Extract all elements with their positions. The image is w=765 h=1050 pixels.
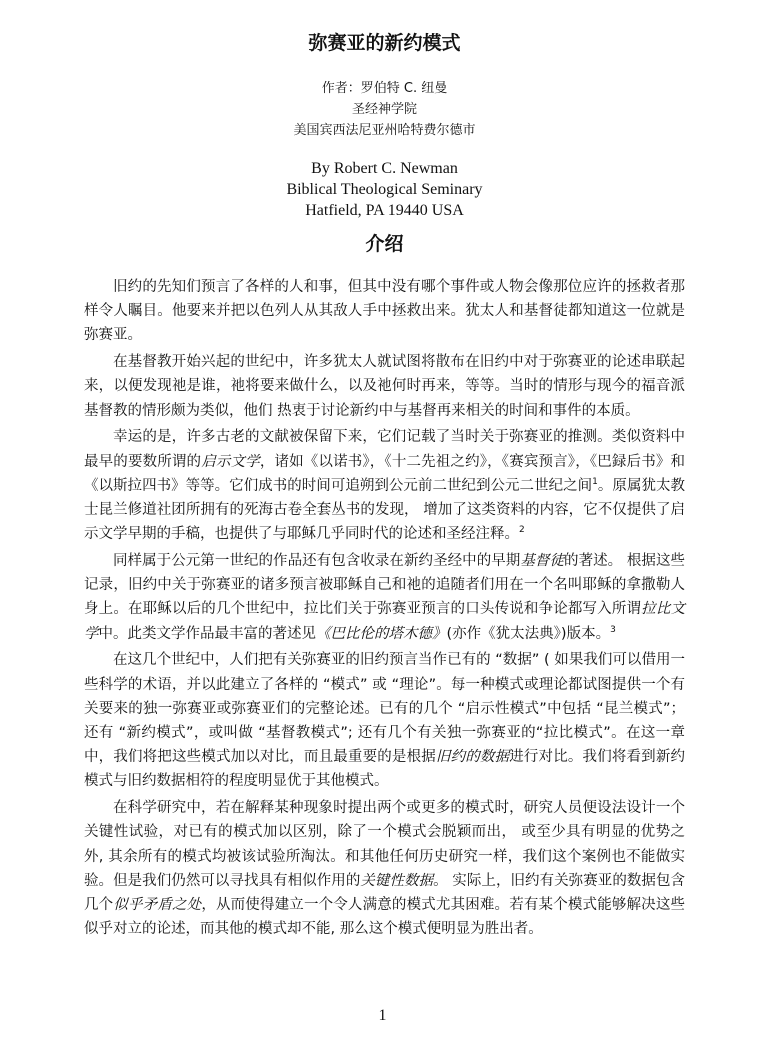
paragraph-text: (亦作《犹太法典》)版本。 xyxy=(446,625,611,642)
paragraph-6 xyxy=(84,796,685,941)
paragraph-text: 在这几个世纪中，人们把有关弥赛亚的旧约预言当作已有的 “数据” ( 如果我们可以借用一些科学的术语，并以此建立了各样的 “模式” 或 “理论”。每一种模式或理论都试图提供一个有关要来的独一弥赛亚或弥赛亚们的完整论述。已有的几个 “启示性模式”中包括 “昆兰模式”； 还有 “新约模式”，或叫做 “基督教模式”; 还有几个有关独一弥赛亚的“拉比模式”。在这一章中，我们将把这些模式加以对比，而且最重要的是根据 xyxy=(84,652,685,766)
emphasis-term: 《巴比伦的塔木德》 xyxy=(316,625,447,642)
footnote-ref[interactable]: 2 xyxy=(519,525,525,536)
chinese-institution: 圣经神学院 xyxy=(351,102,417,117)
emphasis-term: 基督徒 xyxy=(520,553,565,570)
english-author: By Robert C. Newman xyxy=(311,160,458,177)
paragraph-text: 中。此类文学作品最丰富的著述见 xyxy=(98,625,316,642)
chinese-location: 美国宾西法尼亚州哈特费尔德市 xyxy=(293,123,476,138)
paragraph-1 xyxy=(84,275,685,348)
emphasis-term: 关键性数据 xyxy=(360,872,434,889)
paragraph-text: ，从而使得建立一个令人满意的模式尤其困难。若有某个模式能够解决这些似乎对立的论述，而其他的模式却不能, 那么这个模式便明显为胜出者。 xyxy=(84,897,686,938)
emphasis-term: 启示文学 xyxy=(201,453,260,470)
page-number: 1 xyxy=(378,1007,387,1024)
paragraph-text: 同样属于公元第一世纪的作品还有包含收录在新约圣经中的早期 xyxy=(113,553,521,570)
paragraph-text: 。原属犹太教士昆兰修道社团所拥有的死海古卷全套丛书的发现， 增加了这类资料的内容，它不仅提供了启示文学早期的手稿，也提供了与耶稣几乎同时代的论述和圣经注释。 xyxy=(84,477,686,543)
footnote-ref[interactable]: 1 xyxy=(592,476,598,487)
footnote-ref[interactable]: 3 xyxy=(610,624,616,635)
paragraph-text: 在基督教开始兴起的世纪中，许多犹太人就试图将散布在旧约中对于弥赛亚的论述串联起来，以便发现祂是谁，祂将要来做什么，以及祂何时再来，等等。当时的情形与现今的福音派基督教的情形颇为类似，他们 热衷于讨论新约中与基督再来相关的时间和事件的本质。 xyxy=(84,354,685,419)
emphasis-term: 旧约的数据 xyxy=(435,749,510,766)
english-byline xyxy=(84,158,685,221)
paragraph-3 xyxy=(84,425,685,546)
paragraph-text: 在科学研究中，若在解释某种现象时提出两个或更多的模式时，研究人员便设法设计一个关键性试验，对已有的模式加以区别，除了一个模式会脱颖而出， 或至少具有明显的优势之外, 其余所有的模式均被该试验所淘汰。和其他任何历史研究一样，我们这个案例也不能做实验。但是我们仍然可以寻找具有相似作用的 xyxy=(84,800,685,889)
paragraph-text: ，诸如《以诺书》，《十二先祖之约》，《赛宾预言》，《巴録后书》和《以斯拉四书》等等。它们成书的时间可追朔到公元前二世纪到公元二世纪之间 xyxy=(84,453,686,494)
paragraph-text: 幸运的是，许多古老的文献被保留下来，它们记载了当时关于弥赛亚的推测。类似资料中最早的要数所谓的 xyxy=(84,429,685,470)
paragraph-5 xyxy=(84,648,685,793)
english-institution: Biblical Theological Seminary xyxy=(286,181,483,198)
emphasis-term: 拉比文学 xyxy=(84,601,685,642)
body-text xyxy=(84,275,685,941)
paragraph-text: 。 实际上，旧约有关弥赛亚的数据包含几个 xyxy=(84,872,686,914)
emphasis-term: 似乎矛盾之处 xyxy=(113,897,202,914)
chinese-byline xyxy=(84,78,685,141)
chinese-author: 作者：罗伯特 C. 纽曼 xyxy=(321,81,448,96)
section-heading: 介绍 xyxy=(365,233,404,255)
paragraph-4 xyxy=(84,549,685,646)
english-location: Hatfield, PA 19440 USA xyxy=(305,202,464,219)
paragraph-text: 进行对比。我们将看到新约模式与旧约数据相符的程度明显优于其他模式。 xyxy=(84,749,686,790)
paragraph-text: 旧约的先知们预言了各样的人和事，但其中没有哪个事件或人物会像那位应许的拯救者那样令人瞩目。他要来并把以色列人从其敌人手中拯救出来。犹太人和基督徒都知道这一位就是弥赛亚。 xyxy=(84,279,685,344)
page-title: 弥赛亚的新约模式 xyxy=(308,32,461,54)
paragraph-2 xyxy=(84,350,685,423)
paragraph-text: 的著述。 根据这些记录，旧约中关于弥赛亚的诸多预言被耶稣自己和祂的追随者们用在一个名叫耶稣的拿撒勒人身上。在耶稣以后的几个世纪中，拉比们关于弥赛亚预言的口头传说和争论都写入所谓 xyxy=(84,553,686,618)
